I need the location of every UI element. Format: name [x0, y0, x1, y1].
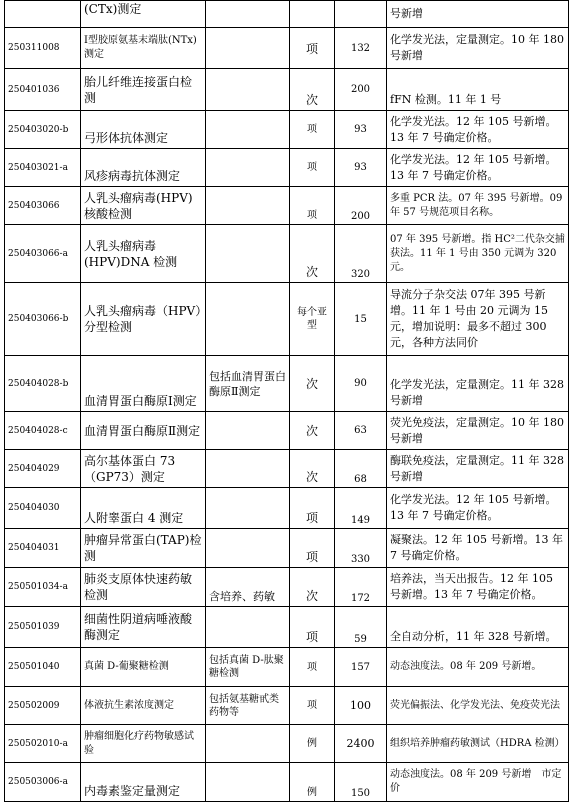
item-price: 172	[335, 568, 387, 607]
item-name: 风疹病毒抗体测定	[81, 149, 206, 187]
item-name: 肿瘤细胞化疗药物敏感试验	[81, 725, 206, 763]
item-note: 动态浊度法。08 年 209 号新增。	[387, 648, 569, 687]
item-unit: 项	[290, 111, 335, 149]
item-code: 250403066	[5, 187, 81, 225]
table-row	[5, 568, 569, 607]
table-row	[5, 356, 569, 412]
item-unit: 项	[290, 607, 335, 648]
price-table	[4, 0, 569, 802]
item-name: 高尔基体蛋白 73（GP73）测定	[81, 450, 206, 488]
item-code: 250404030	[5, 488, 81, 529]
item-price: 157	[335, 648, 387, 687]
item-price: 100	[335, 687, 387, 725]
item-extra	[206, 450, 290, 488]
item-extra: 含培养、药敏	[206, 568, 290, 607]
item-extra	[206, 607, 290, 648]
item-price: 149	[335, 488, 387, 529]
item-price: 15	[335, 283, 387, 356]
item-name: 内毒素鉴定量测定	[81, 763, 206, 802]
item-unit: 次	[290, 568, 335, 607]
item-code: 250501039	[5, 607, 81, 648]
item-code: 250404028-b	[5, 356, 81, 412]
table-row	[5, 149, 569, 187]
table-row	[5, 225, 569, 283]
table-row	[5, 607, 569, 648]
item-name: 人乳头瘤病毒（HPV）分型检测	[81, 283, 206, 356]
item-unit: 项	[290, 28, 335, 69]
item-code: 250501034-a	[5, 568, 81, 607]
table-row	[5, 283, 569, 356]
item-note: 荧光偏振法、化学发光法、免疫荧光法	[387, 687, 569, 725]
item-name: 肺炎支原体快速药敏检测	[81, 568, 206, 607]
item-name: 胎儿纤维连接蛋白检测	[81, 69, 206, 111]
item-extra	[206, 225, 290, 283]
item-price: 200	[335, 187, 387, 225]
item-note: 导流分子杂交法 07年 395 号新增。11 年 1 号由 20 元调为 15 元，增加说明：最多不超过 300 元，各种方法同价	[387, 283, 569, 356]
item-code: 250403021-a	[5, 149, 81, 187]
item-name: (CTx)测定	[81, 1, 206, 28]
table-row	[5, 187, 569, 225]
item-name: 血清胃蛋白酶原Ⅰ测定	[81, 356, 206, 412]
item-unit: 项	[290, 149, 335, 187]
item-name: 人附睾蛋白 4 测定	[81, 488, 206, 529]
item-unit: 次	[290, 450, 335, 488]
table-row	[5, 488, 569, 529]
table-row	[5, 28, 569, 69]
item-price: 59	[335, 607, 387, 648]
item-note: fFN 检测。11 年 1 号	[387, 69, 569, 111]
item-unit: 次	[290, 412, 335, 450]
item-extra	[206, 69, 290, 111]
item-unit: 每个亚型	[290, 283, 335, 356]
item-code: 250502009	[5, 687, 81, 725]
item-name: 肿瘤异常蛋白(TAP)检测	[81, 529, 206, 568]
item-extra: 包括氨基糖甙类药物等	[206, 687, 290, 725]
item-price: 150	[335, 763, 387, 802]
item-price: 200	[335, 69, 387, 111]
item-note: 多重 PCR 法。07 年 395 号新增。09 年 57 号规范项目名称。	[387, 187, 569, 225]
item-note: 培养法，当天出报告。12 年 105 号新增。13 年 7 号确定价格。	[387, 568, 569, 607]
item-price: 93	[335, 111, 387, 149]
item-note: 酶联免疫法，定量测定。11 年 328 号新增	[387, 450, 569, 488]
item-extra	[206, 28, 290, 69]
item-code: 250502010-a	[5, 725, 81, 763]
item-extra	[206, 529, 290, 568]
item-code: 250401036	[5, 69, 81, 111]
item-price: 330	[335, 529, 387, 568]
item-unit: 例	[290, 725, 335, 763]
item-price: 93	[335, 149, 387, 187]
item-price	[335, 1, 387, 28]
item-unit: 项	[290, 648, 335, 687]
item-unit	[290, 1, 335, 28]
item-note: 化学发光法。12 年 105 号新增。13 年 7 号确定价格。	[387, 149, 569, 187]
item-code: 250403020-b	[5, 111, 81, 149]
item-price: 68	[335, 450, 387, 488]
item-unit: 项	[290, 187, 335, 225]
item-extra	[206, 149, 290, 187]
item-price: 320	[335, 225, 387, 283]
item-note: 全自动分析，11 年 328 号新增。	[387, 607, 569, 648]
item-price: 2400	[335, 725, 387, 763]
table-row	[5, 412, 569, 450]
item-note: 凝聚法。12 年 105 号新增。13 年 7 号确定价格。	[387, 529, 569, 568]
item-code: 250404028-c	[5, 412, 81, 450]
item-note: 化学发光法。12 年 105 号新增。13 年 7 号确定价格。	[387, 111, 569, 149]
item-note: 号新增	[387, 1, 569, 28]
item-code: 250404031	[5, 529, 81, 568]
item-unit: 项	[290, 687, 335, 725]
item-code: 250403066-a	[5, 225, 81, 283]
item-note: 化学发光法。12 年 105 号新增。13 年 7 号确定价格。	[387, 488, 569, 529]
item-note: 组织培养肿瘤药敏测试（HDRA 检测）	[387, 725, 569, 763]
table-row	[5, 69, 569, 111]
item-extra	[206, 187, 290, 225]
item-name: Ⅰ型胶原氨基末端肽(NTx)测定	[81, 28, 206, 69]
table-row	[5, 763, 569, 802]
item-extra: 包括血清胃蛋白酶原Ⅱ测定	[206, 356, 290, 412]
item-note: 动态浊度法。08 年 209 号新增 市定价	[387, 763, 569, 802]
item-code: 250503006-a	[5, 763, 81, 802]
item-code	[5, 1, 81, 28]
item-unit: 项	[290, 529, 335, 568]
item-price: 63	[335, 412, 387, 450]
table-row	[5, 1, 569, 28]
item-extra	[206, 412, 290, 450]
item-name: 血清胃蛋白酶原Ⅱ测定	[81, 412, 206, 450]
item-note: 化学发光法，定量测定。10 年 180 号新增	[387, 28, 569, 69]
item-code: 250311008	[5, 28, 81, 69]
item-extra	[206, 111, 290, 149]
item-note: 07 年 395 号新增。指 HC²二代杂交捕获法。11 年 1 号由 350 元调为 320 元。	[387, 225, 569, 283]
item-name: 体液抗生素浓度测定	[81, 687, 206, 725]
item-unit: 次	[290, 356, 335, 412]
item-name: 真菌 D-葡聚糖检测	[81, 648, 206, 687]
item-price: 90	[335, 356, 387, 412]
item-name: 人乳头瘤病毒(HPV)核酸检测	[81, 187, 206, 225]
table-row	[5, 111, 569, 149]
item-extra: 包括真菌 D-肽聚糖检测	[206, 648, 290, 687]
table-row	[5, 529, 569, 568]
item-unit: 次	[290, 225, 335, 283]
item-unit: 例	[290, 763, 335, 802]
item-price: 132	[335, 28, 387, 69]
item-extra	[206, 283, 290, 356]
item-extra	[206, 763, 290, 802]
item-extra	[206, 725, 290, 763]
table-row	[5, 648, 569, 687]
item-note: 荧光免疫法，定量测定。10 年 180 号新增	[387, 412, 569, 450]
item-code: 250404029	[5, 450, 81, 488]
item-code: 250403066-b	[5, 283, 81, 356]
item-extra	[206, 488, 290, 529]
table-row	[5, 725, 569, 763]
item-extra	[206, 1, 290, 28]
item-name: 弓形体抗体测定	[81, 111, 206, 149]
table-row	[5, 450, 569, 488]
item-code: 250501040	[5, 648, 81, 687]
item-unit: 项	[290, 488, 335, 529]
item-name: 细菌性阴道病唾液酸酶测定	[81, 607, 206, 648]
item-name: 人乳头瘤病毒(HPV)DNA 检测	[81, 225, 206, 283]
item-unit: 次	[290, 69, 335, 111]
table-row	[5, 687, 569, 725]
item-note: 化学发光法，定量测定。11 年 328 号新增	[387, 356, 569, 412]
